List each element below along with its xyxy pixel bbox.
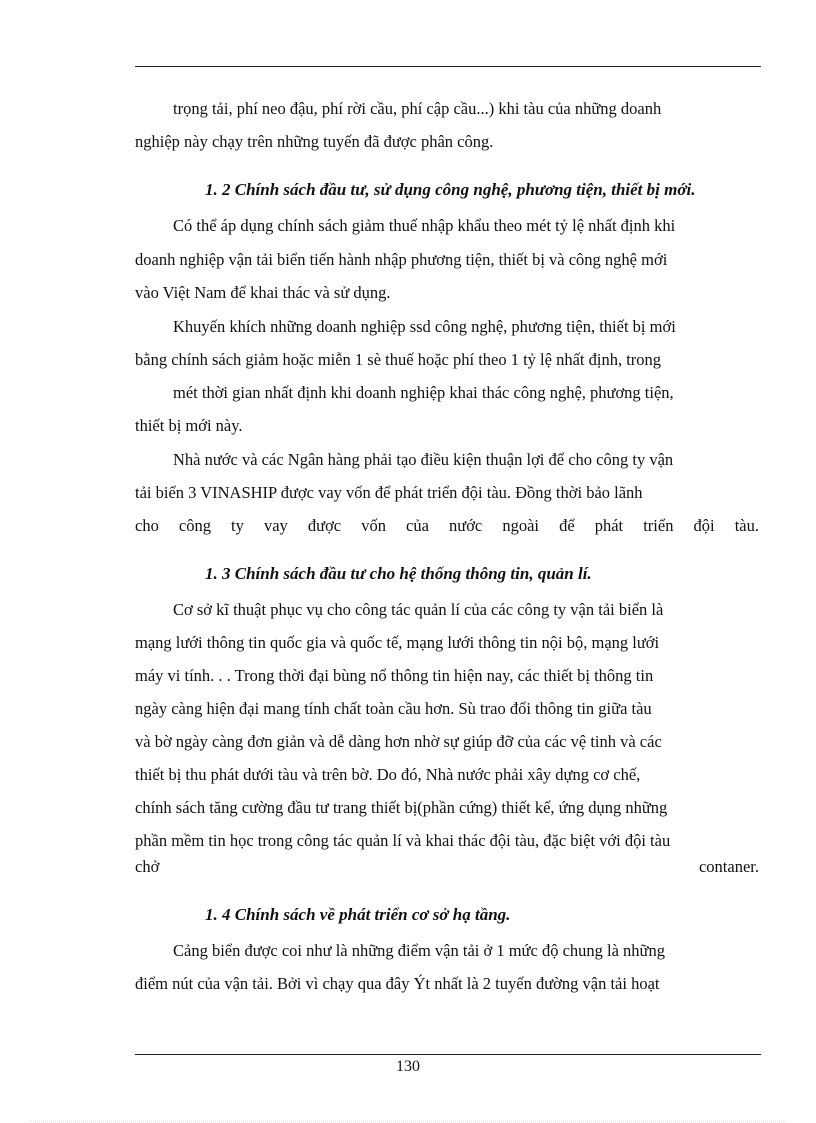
- paragraph-line: [135, 857, 759, 877]
- paragraph-line: mét thời gian nhất định khi doanh nghiệp khai thác công nghệ, phương tiện,: [173, 383, 674, 402]
- paragraph-line: nghiệp này chạy trên những tuyến đã được phân công.: [135, 132, 494, 151]
- paragraph-line: thiết bị thu phát dưới tàu và trên bờ. Do đó, Nhà nước phải xây dựng cơ chế,: [135, 765, 641, 784]
- paragraph-line: tải biển 3 VINASHIP được vay vốn để phát triển đội tàu. Đồng thời bảo lãnh: [135, 483, 643, 502]
- paragraph-line: Cảng biển được coi như là những điểm vận tải ở 1 mức độ chung là những: [173, 941, 665, 960]
- page-edge-dotted-line: [30, 1121, 786, 1122]
- page-number: 130: [396, 1058, 420, 1075]
- paragraph-line: chính sách tăng cường đầu tư trang thiết bị(phần cứng) thiết kế, ứng dụng những: [135, 798, 668, 817]
- section-heading-1-4: 1. 4 Chính sách về phát triển cơ sở hạ tầng.: [205, 905, 511, 924]
- paragraph-line: bằng chính sách giảm hoặc miễn 1 sè thuế hoặc phí theo 1 tỷ lệ nhất định, trong: [135, 350, 662, 369]
- line-start-word: chở: [135, 857, 160, 876]
- section-heading-1-2: 1. 2 Chính sách đầu tư, sử dụng công nghệ, phương tiện, thiết bị mới.: [205, 180, 696, 199]
- paragraph-line: cho công ty vay được vốn của nước ngoài để phát triển đội tàu.: [135, 516, 759, 535]
- paragraph-line: Khuyến khích những doanh nghiệp ssd công nghệ, phương tiện, thiết bị mới: [173, 317, 676, 336]
- paragraph-line: ngày càng hiện đại mang tính chất toàn cầu hơn. Sù trao đổi thông tin giữa tàu: [135, 699, 652, 718]
- paragraph-line: mạng lưới thông tin quốc gia và quốc tế, mạng lưới thông tin nội bộ, mạng lưới: [135, 633, 660, 652]
- paragraph-line: Có thể áp dụng chính sách giảm thuế nhập khẩu theo mét tỷ lệ nhất định khi: [173, 216, 676, 235]
- header-rule: [135, 66, 761, 67]
- footer-rule: [135, 1054, 761, 1055]
- paragraph-line: trọng tải, phí neo đậu, phí rời cầu, phí cập cầu...) khi tàu của những doanh: [173, 99, 662, 118]
- paragraph-line: máy vi tính. . . Trong thời đại bùng nổ thông tin hiện nay, các thiết bị thông tin: [135, 666, 654, 685]
- paragraph-line: và bờ ngày càng đơn giản và dễ dàng hơn nhờ sự giúp đỡ của các vệ tinh và các: [135, 732, 662, 751]
- paragraph-line: Nhà nước và các Ngân hàng phải tạo điều kiện thuận lợi để cho công ty vận: [173, 450, 674, 469]
- section-heading-1-3: 1. 3 Chính sách đầu tư cho hệ thống thông tin, quản lí.: [205, 564, 592, 583]
- line-end-word: contaner.: [698, 857, 759, 876]
- paragraph-line: Cơ sở kĩ thuật phục vụ cho công tác quản lí của các công ty vận tải biển là: [173, 600, 664, 619]
- paragraph-line: doanh nghiệp vận tải biển tiến hành nhập phương tiện, thiết bị và công nghệ mới: [135, 250, 668, 269]
- paragraph-line: thiết bị mới này.: [135, 416, 243, 435]
- paragraph-line: phần mềm tin học trong công tác quản lí và khai thác đội tàu, đặc biệt với đội tàu: [135, 831, 671, 850]
- paragraph-line: vào Việt Nam để khai thác và sử dụng.: [135, 283, 391, 302]
- paragraph-line: điểm nút của vận tải. Bởi vì chạy qua đây Ýt nhất là 2 tuyến đường vận tải hoạt: [135, 974, 660, 993]
